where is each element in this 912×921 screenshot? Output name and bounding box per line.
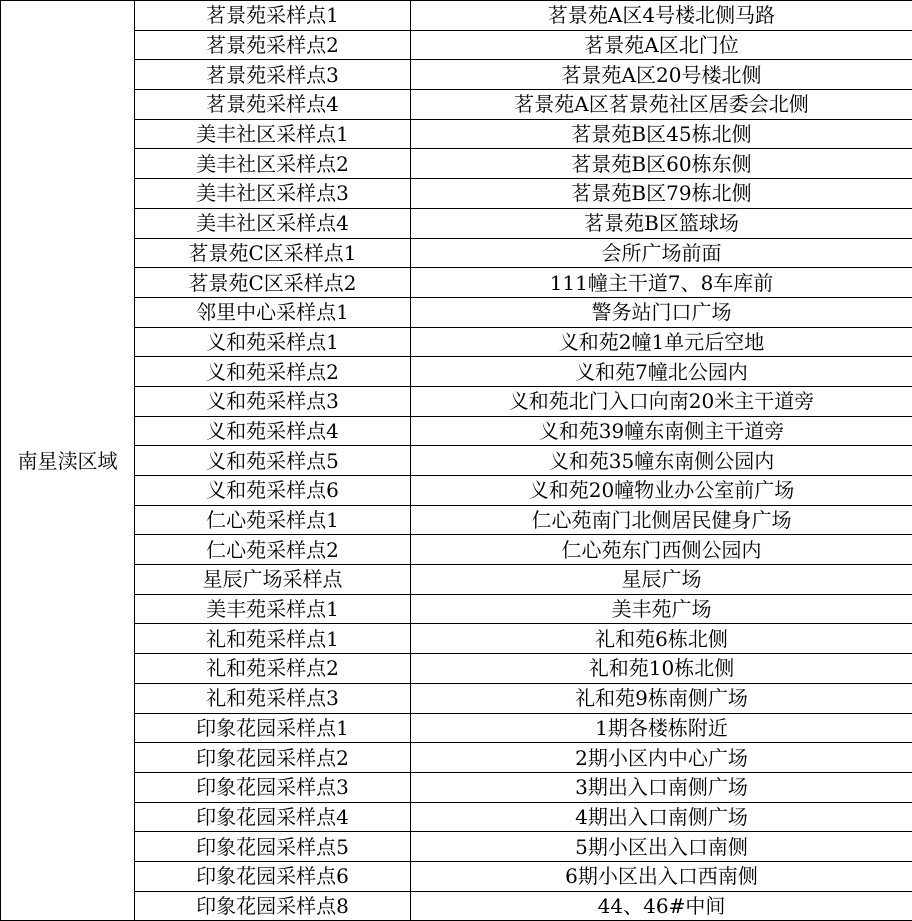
sampling-point-location: 茗景苑A区北门位 bbox=[411, 30, 912, 60]
sampling-point-name: 美丰社区采样点3 bbox=[135, 179, 411, 209]
sampling-point-location: 义和苑35幢东南侧公园内 bbox=[411, 446, 912, 476]
sampling-point-location: 茗景苑B区篮球场 bbox=[411, 208, 912, 238]
sampling-point-name: 茗景苑采样点2 bbox=[135, 30, 411, 60]
table-row bbox=[1, 683, 912, 713]
sampling-point-name: 义和苑采样点6 bbox=[135, 476, 411, 506]
sampling-point-name: 义和苑采样点5 bbox=[135, 446, 411, 476]
table-row bbox=[1, 802, 912, 832]
sampling-point-name: 美丰苑采样点1 bbox=[135, 594, 411, 624]
table-row bbox=[1, 119, 912, 149]
table-row bbox=[1, 624, 912, 654]
sampling-point-name: 印象花园采样点3 bbox=[135, 772, 411, 802]
sampling-point-location: 义和苑39幢东南侧主干道旁 bbox=[411, 416, 912, 446]
sampling-point-name: 印象花园采样点8 bbox=[135, 891, 411, 921]
sampling-point-location: 义和苑20幢物业办公室前广场 bbox=[411, 476, 912, 506]
sampling-point-location: 6期小区出入口西南侧 bbox=[411, 861, 912, 891]
sampling-point-location: 茗景苑B区79栋北侧 bbox=[411, 179, 912, 209]
table-row bbox=[1, 179, 912, 209]
sampling-point-location: 仁心苑东门西侧公园内 bbox=[411, 535, 912, 565]
sampling-point-location: 星辰广场 bbox=[411, 565, 912, 595]
sampling-point-location: 4期出入口南侧广场 bbox=[411, 802, 912, 832]
sampling-point-name: 义和苑采样点1 bbox=[135, 327, 411, 357]
sampling-point-name: 印象花园采样点5 bbox=[135, 832, 411, 862]
table-row bbox=[1, 357, 912, 387]
sampling-point-name: 茗景苑采样点1 bbox=[135, 1, 411, 31]
sampling-point-name: 义和苑采样点2 bbox=[135, 357, 411, 387]
sampling-point-name: 义和苑采样点3 bbox=[135, 386, 411, 416]
table-row bbox=[1, 60, 912, 90]
table-row bbox=[1, 505, 912, 535]
sampling-point-location: 5期小区出入口南侧 bbox=[411, 832, 912, 862]
sampling-point-location: 茗景苑A区茗景苑社区居委会北侧 bbox=[411, 90, 912, 120]
table-row bbox=[1, 90, 912, 120]
sampling-point-location: 3期出入口南侧广场 bbox=[411, 772, 912, 802]
sampling-point-location: 茗景苑A区20号楼北侧 bbox=[411, 60, 912, 90]
table-row bbox=[1, 416, 912, 446]
sampling-point-location: 礼和苑9栋南侧广场 bbox=[411, 683, 912, 713]
sampling-point-name: 礼和苑采样点2 bbox=[135, 654, 411, 684]
sampling-point-name: 印象花园采样点1 bbox=[135, 713, 411, 743]
sampling-point-location: 警务站门口广场 bbox=[411, 297, 912, 327]
sampling-point-name: 邻里中心采样点1 bbox=[135, 297, 411, 327]
table-row bbox=[1, 654, 912, 684]
sampling-point-location: 仁心苑南门北侧居民健身广场 bbox=[411, 505, 912, 535]
table-row bbox=[1, 476, 912, 506]
sampling-point-name: 星辰广场采样点 bbox=[135, 565, 411, 595]
table-row bbox=[1, 594, 912, 624]
sampling-point-name: 礼和苑采样点1 bbox=[135, 624, 411, 654]
table-row bbox=[1, 832, 912, 862]
sampling-point-name: 茗景苑采样点3 bbox=[135, 60, 411, 90]
table-row bbox=[1, 535, 912, 565]
table-body bbox=[1, 1, 912, 921]
table-row bbox=[1, 149, 912, 179]
sampling-point-name: 美丰社区采样点2 bbox=[135, 149, 411, 179]
sampling-point-location: 礼和苑6栋北侧 bbox=[411, 624, 912, 654]
sampling-point-name: 茗景苑C区采样点2 bbox=[135, 268, 411, 298]
sampling-point-name: 礼和苑采样点3 bbox=[135, 683, 411, 713]
sampling-point-name: 美丰社区采样点1 bbox=[135, 119, 411, 149]
sampling-point-location: 义和苑7幢北公园内 bbox=[411, 357, 912, 387]
table-row bbox=[1, 268, 912, 298]
table-row bbox=[1, 238, 912, 268]
table-row bbox=[1, 772, 912, 802]
sampling-point-location: 会所广场前面 bbox=[411, 238, 912, 268]
sampling-point-name: 美丰社区采样点4 bbox=[135, 208, 411, 238]
sampling-point-location: 茗景苑B区45栋北侧 bbox=[411, 119, 912, 149]
table-row bbox=[1, 446, 912, 476]
table-row bbox=[1, 208, 912, 238]
table-row bbox=[1, 565, 912, 595]
sampling-point-location: 1期各楼栋附近 bbox=[411, 713, 912, 743]
sampling-point-name: 义和苑采样点4 bbox=[135, 416, 411, 446]
sampling-point-location: 义和苑2幢1单元后空地 bbox=[411, 327, 912, 357]
sampling-point-location: 茗景苑B区60栋东侧 bbox=[411, 149, 912, 179]
table-row bbox=[1, 30, 912, 60]
sampling-point-location: 44、46#中间 bbox=[411, 891, 912, 921]
table-row bbox=[1, 327, 912, 357]
sampling-point-location: 义和苑北门入口向南20米主干道旁 bbox=[411, 386, 912, 416]
sampling-point-name: 印象花园采样点2 bbox=[135, 743, 411, 773]
sampling-point-name: 茗景苑采样点4 bbox=[135, 90, 411, 120]
table-row bbox=[1, 297, 912, 327]
sampling-point-location: 111幢主干道7、8车库前 bbox=[411, 268, 912, 298]
sampling-point-name: 印象花园采样点6 bbox=[135, 861, 411, 891]
table-row bbox=[1, 743, 912, 773]
sampling-point-location: 2期小区内中心广场 bbox=[411, 743, 912, 773]
sampling-point-location: 茗景苑A区4号楼北侧马路 bbox=[411, 1, 912, 31]
table-row bbox=[1, 891, 912, 921]
sampling-point-name: 茗景苑C区采样点1 bbox=[135, 238, 411, 268]
table-row bbox=[1, 861, 912, 891]
region-cell: 南星渎区域 bbox=[1, 1, 135, 921]
sampling-point-location: 礼和苑10栋北侧 bbox=[411, 654, 912, 684]
sampling-point-location: 美丰苑广场 bbox=[411, 594, 912, 624]
sampling-point-name: 仁心苑采样点1 bbox=[135, 505, 411, 535]
table-row bbox=[1, 713, 912, 743]
sampling-point-name: 印象花园采样点4 bbox=[135, 802, 411, 832]
table-row bbox=[1, 386, 912, 416]
table-row bbox=[1, 1, 912, 31]
sampling-point-name: 仁心苑采样点2 bbox=[135, 535, 411, 565]
